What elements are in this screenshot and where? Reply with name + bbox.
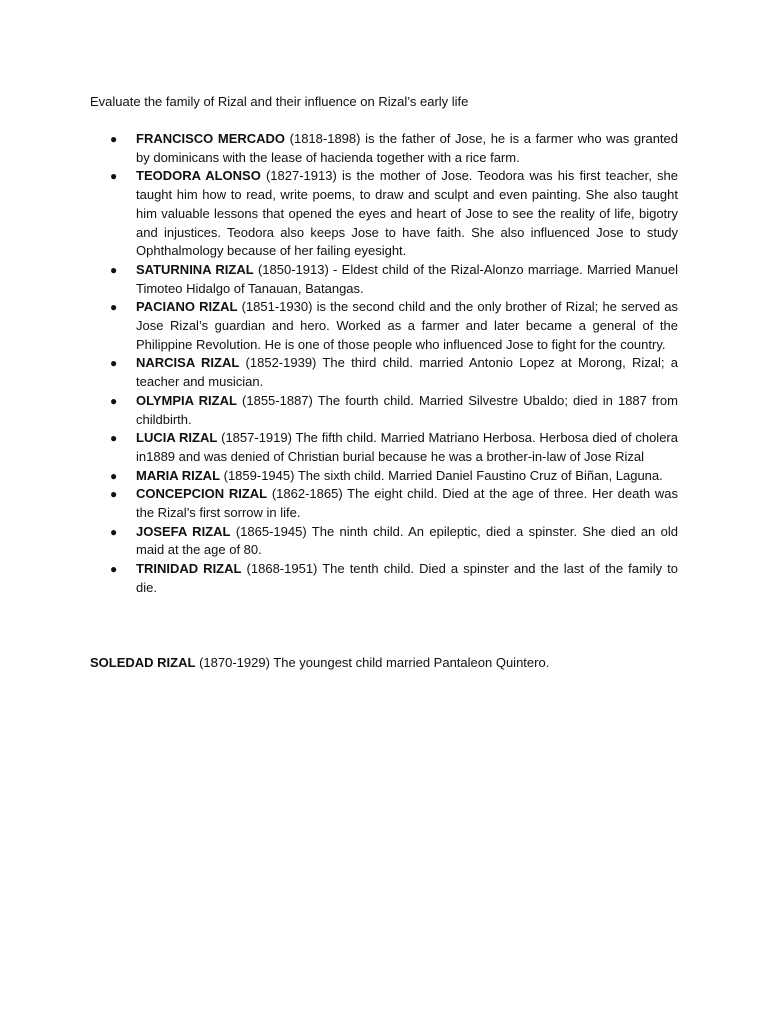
bullet-icon: ● [110, 524, 118, 539]
bullet-icon: ● [110, 487, 118, 502]
bullet-icon: ● [110, 393, 118, 408]
bullet-icon: ● [110, 169, 118, 184]
bullet-icon: ● [110, 468, 118, 483]
member-description: (1865-1945) The ninth child. An epileptic, died a spinster. She died an old maid at the age of 80. [136, 523, 678, 558]
member-description: (1818-1898) is the father of Jose, he is a farmer who was granted by dominicans with the lease of hacienda together with a rice farm. [136, 131, 678, 165]
document-heading: Evaluate the family of Rizal and their influence on Rizal’s early life [90, 94, 469, 109]
member-name: OLYMPIA RIZAL [136, 392, 237, 408]
member-description: (1827-1913) is the mother of Jose. Teodora was his first teacher, she taught him how to read, write poems, to draw and sculpt and even painting. She also taught him valuable lessons that opened the eyes and heart of Jose to see the reality of life, bigotry and injustices. Teodora also keeps Jose to have faith. She also influenced Jose to study Ophthalmology because of her failing eyesight. [136, 168, 678, 259]
bullet-icon: ● [110, 562, 118, 577]
list-item [108, 467, 678, 486]
list-item [108, 485, 678, 522]
member-description: (1862-1865) The eight child. Died at the age of three. Her death was the Rizal’s first sorrow in life. [136, 486, 678, 521]
list-item [108, 392, 678, 429]
member-description: (1850-1913) - Eldest child of the Rizal-Alonzo marriage. Married Manuel Timoteo Hidalgo of Tanauan, Batangas. [136, 261, 678, 296]
bullet-icon: ● [110, 132, 118, 146]
list-item [108, 354, 678, 391]
member-name: PACIANO RIZAL [136, 299, 238, 315]
list-item [108, 560, 678, 597]
bullet-icon: ● [110, 300, 118, 315]
member-name: CONCEPCION RIZAL [136, 486, 268, 502]
list-item [108, 298, 678, 354]
member-name: TRINIDAD RIZAL [136, 561, 242, 577]
list-item [108, 429, 678, 466]
member-description: (1868-1951) The tenth child. Died a spinster and the last of the family to die. [136, 561, 679, 595]
member-name: SATURNINA RIZAL [136, 261, 254, 277]
member-name: MARIA RIZAL [136, 467, 221, 483]
member-description: (1855-1887) The fourth child. Married Silvestre Ubaldo; died in 1887 from childbirth. [136, 392, 678, 427]
member-description: (1851-1930) is the second child and the only brother of Rizal; he served as Jose Rizal’s guardian and hero. Worked as a farmer and later became a general of the Philippine Revolution. He is one of those people who influenced Jose to fight for the country. [136, 299, 678, 352]
member-name: LUCIA RIZAL [136, 430, 218, 446]
list-item [108, 523, 678, 560]
member-name: SOLEDAD RIZAL [90, 655, 196, 670]
member-name: TEODORA ALONSO [136, 168, 261, 184]
bullet-icon: ● [110, 356, 118, 371]
list-item [108, 167, 678, 261]
list-item [108, 261, 678, 298]
member-description: (1870-1929) The youngest child married Pantaleon Quintero. [195, 655, 550, 670]
member-description: (1857-1919) The fifth child. Married Matriano Herbosa. Herbosa died of cholera in1889 and was denied of Christian burial because he was a brother-in-law of Jose Rizal [136, 430, 678, 464]
family-list [108, 130, 678, 598]
member-name: FRANCISCO MERCADO [136, 131, 286, 146]
member-name: JOSEFA RIZAL [136, 523, 231, 539]
bullet-icon: ● [110, 431, 118, 446]
closing-line [90, 654, 549, 673]
list-item [108, 130, 678, 167]
member-name: NARCISA RIZAL [136, 355, 240, 371]
bullet-icon: ● [110, 262, 118, 277]
member-description: (1852-1939) The third child. married Antonio Lopez at Morong, Rizal; a teacher and musician. [136, 355, 678, 390]
member-description: (1859-1945) The sixth child. Married Daniel Faustino Cruz of Biñan, Laguna. [220, 467, 663, 483]
